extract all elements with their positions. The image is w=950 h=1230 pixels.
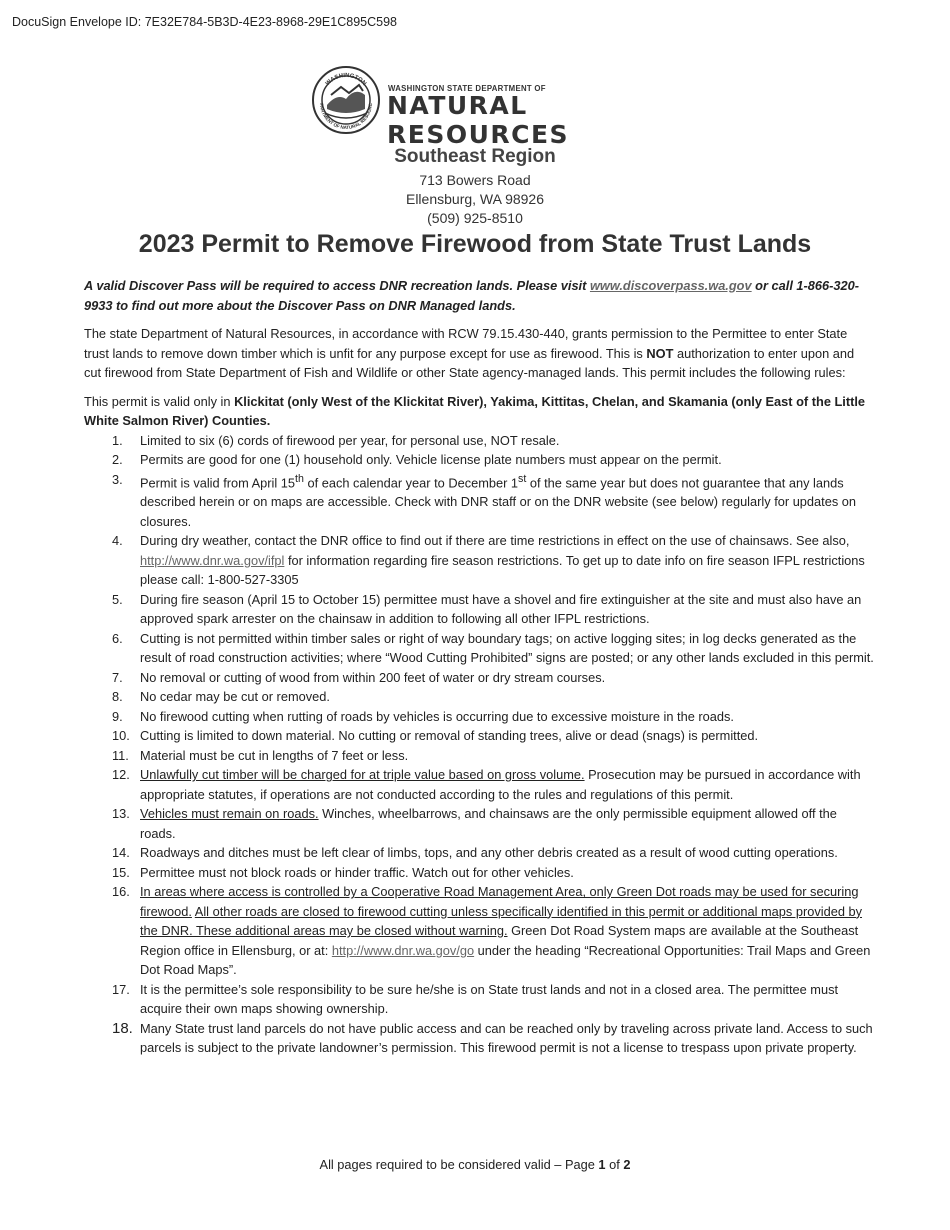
list-item xyxy=(84,590,874,629)
green-dot-link[interactable]: http://www.dnr.wa.gov/go xyxy=(331,942,475,958)
notice-text-end: or call 1-866-320-9933 to find out more about the Discover Pass on DNR Managed lands. xyxy=(84,278,860,313)
intro-emphasis: NOT xyxy=(646,345,674,361)
rule-number: 7. xyxy=(112,669,123,685)
rules-list xyxy=(84,431,874,1058)
rule-text: No firewood cutting when rutting of roads by vehicles is occurring due to excessive moisture in the roads. xyxy=(140,708,734,724)
rule-text: Winches, wheelbarrows, and chainsaws are the only permissible equipment allowed off the roads. xyxy=(140,806,837,841)
rule-text: for information regarding fire season restrictions. To get up to date info on fire season IFPL restrictions please call: 1-800-527-3305 xyxy=(140,552,865,588)
rule-text: Permit is valid from April 15 xyxy=(140,474,296,490)
rule-text: Permits are good for one (1) household only. Vehicle license plate numbers must appear on the permit. xyxy=(140,452,722,467)
page-title: 2023 Permit to Remove Firewood from State Trust Lands xyxy=(138,230,812,258)
rule-text: Cutting is not permitted within timber sales or right of way boundary tags; on active logging sites; in log decks generated as the result of road construction activities; where “Wood Cutting Prohibited” signs are posted; or any other lands excluded in this permit. xyxy=(140,630,874,666)
list-item xyxy=(84,863,874,883)
rule-number: 13. xyxy=(112,806,130,822)
rule-text: Material must be cut in lengths of 7 feet or less. xyxy=(140,747,409,763)
rule-text: Limited to six (6) cords of firewood per year, for personal use, NOT resale. xyxy=(140,432,560,448)
logo-subtitle: WASHINGTON STATE DEPARTMENT OF xyxy=(388,84,546,93)
list-item xyxy=(84,765,874,804)
rule-text: Cutting is limited to down material. No cutting or removal of standing trees, alive or dead (snags) is permitted. xyxy=(140,728,759,744)
list-item xyxy=(84,882,874,980)
rule-number: 4. xyxy=(112,533,123,549)
list-item xyxy=(84,843,874,863)
region-name: Southeast Region xyxy=(394,146,556,167)
region-city: Ellensburg, WA 98926 xyxy=(405,191,544,207)
intro-text: The state Department of Natural Resources, in accordance with RCW 79.15.430-440, grants permission to the Permittee to enter State trust lands to remove down timber which is unfit for any purpose except for use as firewood. This is xyxy=(84,326,848,361)
ordinal-suffix: th xyxy=(295,472,304,485)
rule-number: 2. xyxy=(112,452,123,467)
rule-text: under the heading “Recreational Opportunities: Trail Maps and Green Dot Road Maps”. xyxy=(140,942,871,978)
intro-text-end: authorization to enter upon and cut firewood from State Department of Fish and Wildlife or other State agency-managed lands. This permit includes the following rules: xyxy=(84,345,855,380)
rule-text: No cedar may be cut or removed. xyxy=(140,689,330,705)
list-item xyxy=(84,980,874,1019)
list-item xyxy=(84,431,874,451)
list-item xyxy=(84,668,874,688)
rule-text: Green Dot Road System maps are available at the Southeast Region office in Ellensburg, or at: xyxy=(140,923,859,958)
footer-of: of xyxy=(605,1157,624,1172)
rule-number: 14. xyxy=(112,845,130,861)
list-item xyxy=(84,726,874,746)
list-item xyxy=(84,804,874,843)
region-street: 713 Bowers Road xyxy=(419,172,531,188)
rule-number: 17. xyxy=(112,981,130,997)
region-phone: (509) 925-8510 xyxy=(427,210,523,226)
list-item xyxy=(84,450,874,470)
rule-text: Many State trust land parcels do not have public access and can be reached only by traveling across private land. Access to such parcels is subject to the private landowner’s permission. This firewood permit is not a license to trespass upon private property. xyxy=(140,1020,873,1056)
seal-bottom-text: PARTMENT OF NATURAL RESOURC xyxy=(318,102,374,131)
list-item xyxy=(84,687,874,707)
list-item xyxy=(84,1019,874,1058)
rule-text: of the same year but does not guarantee that any lands described herein or on maps are accessible. Check with DNR staff or on the DNR website (see below) regularly for updates on closures. xyxy=(140,474,857,529)
rule-number: 11. xyxy=(112,747,129,763)
ifpl-link[interactable]: http://www.dnr.wa.gov/ifpl xyxy=(140,552,285,568)
state-seal-icon xyxy=(311,65,381,135)
rule-underlined-text: In areas where access is controlled by a Cooperative Road Management Area, only Green Dot roads may be used for securing firewood. xyxy=(140,884,859,919)
list-item xyxy=(84,531,874,590)
seal-top-text: WASHINGTON xyxy=(324,72,368,88)
rule-underlined-text: Unlawfully cut timber will be charged for at triple value based on gross volume. xyxy=(140,767,585,783)
permit-body xyxy=(84,276,874,1058)
rule-text: Roadways and ditches must be left clear of limbs, tops, and any other debris created as a result of wood cutting operations. xyxy=(140,845,838,861)
dnr-logo xyxy=(311,65,651,149)
list-item xyxy=(84,629,874,668)
rule-text: During fire season (April 15 to October 15) permittee must have a shovel and fire extinguisher at the site and must also have an approved spark arrester on the chainsaw in addition to following all other IFPL restrictions. xyxy=(140,591,862,627)
rule-text: No removal or cutting of wood from within 200 feet of water or dry stream courses. xyxy=(140,669,606,685)
page-footer xyxy=(0,1157,950,1172)
validity-text: This permit is valid only in xyxy=(84,393,235,409)
rule-number: 15. xyxy=(112,864,130,880)
footer-text: All pages required to be considered valid – Page xyxy=(319,1157,599,1172)
rule-number: 3. xyxy=(112,471,123,487)
docusign-envelope-id: DocuSign Envelope ID: 7E32E784-5B3D-4E23-8968-29E1C895C598 xyxy=(12,15,397,29)
discover-pass-link[interactable]: www.discoverpass.wa.gov xyxy=(589,278,752,293)
rule-number: 8. xyxy=(112,689,123,705)
rule-underlined-text: Vehicles must remain on roads. xyxy=(140,806,319,822)
page-number: 1 xyxy=(598,1157,606,1172)
rule-number: 6. xyxy=(112,630,123,646)
ordinal-suffix: st xyxy=(518,472,527,485)
rule-underlined-text: All other roads are closed to firewood cutting unless specifically identified in this permit or additional maps provided by the DNR. These additional areas may be closed without warning. xyxy=(140,903,863,939)
list-item xyxy=(84,470,874,532)
rule-text: of each calendar year to December 1 xyxy=(303,474,519,490)
rule-number: 5. xyxy=(112,591,123,607)
discover-pass-notice xyxy=(84,276,874,315)
rule-number: 10. xyxy=(112,728,130,744)
rule-number: 12. xyxy=(112,767,130,783)
page-total: 2 xyxy=(623,1157,631,1172)
list-item xyxy=(84,707,874,727)
logo-title: NATURAL RESOURCES xyxy=(387,91,570,149)
list-item xyxy=(84,746,874,766)
validity-paragraph xyxy=(84,392,874,431)
rule-number: 16. xyxy=(112,884,130,900)
intro-paragraph xyxy=(84,324,874,383)
rule-text: Prosecution may be pursued in accordance with appropriate statutes, if operations are not conducted according to the rules and regulations of this permit. xyxy=(140,767,861,802)
rule-text: It is the permittee’s sole responsibility to be sure he/she is on State trust lands and not in a closed area. The permittee must acquire their own maps showing ownership. xyxy=(140,981,839,1017)
rule-text: During dry weather, contact the DNR office to find out if there are time restrictions in effect on the use of chainsaws. See also, xyxy=(140,533,850,549)
rule-number: 1. xyxy=(112,432,123,448)
rule-text: Permittee must not block roads or hinder traffic. Watch out for other vehicles. xyxy=(140,864,574,880)
validity-counties: Klickitat (only West of the Klickitat River), Yakima, Kittitas, Chelan, and Skamania (only East of the Little White Salmon River) Counties. xyxy=(84,393,866,428)
rule-number: 9. xyxy=(112,708,123,724)
notice-text: A valid Discover Pass will be required to access DNR recreation lands. Please visit xyxy=(84,278,590,293)
rule-number: 18. xyxy=(112,1019,133,1037)
